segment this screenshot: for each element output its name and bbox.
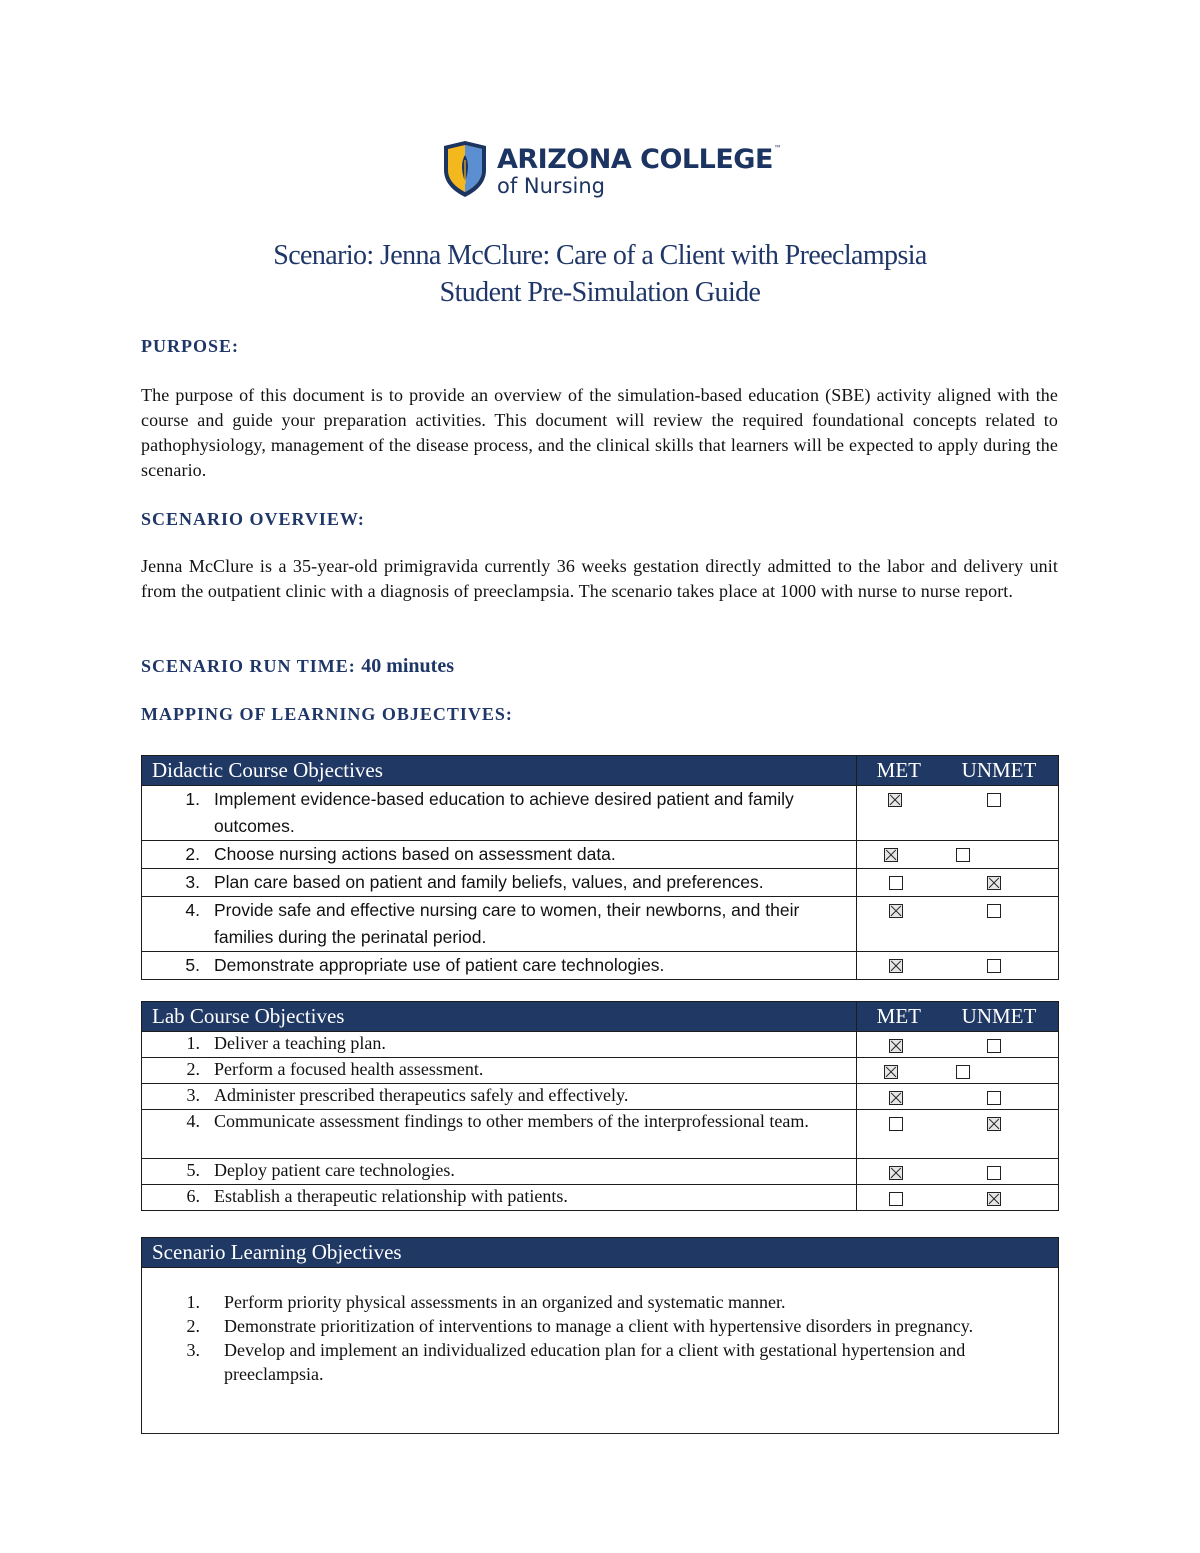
status-cell bbox=[856, 1159, 1058, 1185]
objective-row bbox=[142, 786, 1059, 841]
overview-heading: SCENARIO OVERVIEW: bbox=[141, 509, 365, 529]
lab-status-header bbox=[856, 1002, 1058, 1032]
scenario-objective-item bbox=[142, 1338, 1058, 1386]
logo-wordmark-line1: ARIZONA COLLEGE™ bbox=[497, 144, 782, 175]
status-cell bbox=[856, 952, 1058, 980]
objective-text: Deploy patient care technologies. bbox=[214, 1160, 455, 1180]
objective-text: Communicate assessment findings to other members of the interprofessional team. bbox=[214, 1111, 809, 1131]
objective-number: 5. bbox=[185, 955, 200, 975]
met-checked-checkbox[interactable] bbox=[889, 1166, 903, 1180]
objective-number: 4. bbox=[186, 1111, 200, 1131]
objective-text: Perform a focused health assessment. bbox=[214, 1059, 484, 1079]
didactic-status-header bbox=[856, 756, 1058, 786]
run-time-heading bbox=[141, 655, 454, 678]
met-checked-checkbox[interactable] bbox=[889, 1091, 903, 1105]
objective-text: Establish a therapeutic relationship with patients. bbox=[214, 1186, 568, 1206]
objective-text: Implement evidence-based education to achieve desired patient and family outcomes. bbox=[214, 789, 794, 836]
scenario-objective-number: 1. bbox=[186, 1292, 200, 1312]
unmet-checkbox[interactable] bbox=[956, 848, 970, 862]
scenario-objective-text: Demonstrate prioritization of interventions to manage a client with hypertensive disorders in pregnancy. bbox=[224, 1316, 974, 1336]
objective-number: 4. bbox=[185, 900, 200, 920]
scenario-objective-number: 3. bbox=[186, 1340, 200, 1360]
met-checked-checkbox[interactable] bbox=[889, 904, 903, 918]
status-cell bbox=[856, 1058, 1058, 1084]
met-column-label: MET bbox=[876, 1004, 921, 1028]
objective-cell bbox=[142, 786, 857, 841]
didactic-header: Didactic Course Objectives bbox=[142, 756, 857, 786]
objective-row bbox=[142, 1159, 1059, 1185]
objective-number: 6. bbox=[186, 1186, 200, 1206]
scenario-objective-text: Develop and implement an individualized education plan for a client with gestational hypertension and preeclampsia. bbox=[224, 1340, 966, 1384]
scenario-objectives-list bbox=[142, 1290, 1058, 1386]
status-cell bbox=[856, 1032, 1058, 1058]
objective-cell bbox=[142, 1159, 857, 1185]
met-checked-checkbox[interactable] bbox=[884, 848, 898, 862]
met-checkbox[interactable] bbox=[889, 1192, 903, 1206]
objective-cell bbox=[142, 897, 857, 952]
unmet-checkbox[interactable] bbox=[987, 1166, 1001, 1180]
objective-cell bbox=[142, 1185, 857, 1211]
objective-row bbox=[142, 897, 1059, 952]
scenario-objectives-header: Scenario Learning Objectives bbox=[142, 1238, 1059, 1268]
objective-number: 2. bbox=[186, 1059, 200, 1079]
scenario-objective-text: Perform priority physical assessments in an organized and systematic manner. bbox=[224, 1292, 786, 1312]
objective-cell bbox=[142, 1032, 857, 1058]
objective-row bbox=[142, 1084, 1059, 1110]
objective-row bbox=[142, 1058, 1059, 1084]
objective-number: 2. bbox=[185, 844, 200, 864]
objective-row bbox=[142, 952, 1059, 980]
status-cell bbox=[856, 1185, 1058, 1211]
met-column-label: MET bbox=[876, 758, 921, 782]
objective-cell bbox=[142, 1084, 857, 1110]
objective-text: Choose nursing actions based on assessment data. bbox=[214, 844, 616, 864]
status-cell bbox=[856, 897, 1058, 952]
objective-number: 3. bbox=[185, 872, 200, 892]
scenario-objectives-cell bbox=[142, 1268, 1059, 1434]
unmet-checkbox[interactable] bbox=[987, 959, 1001, 973]
objective-number: 1. bbox=[186, 1033, 200, 1053]
didactic-objectives-table bbox=[141, 755, 1059, 980]
status-cell bbox=[856, 841, 1058, 869]
purpose-heading: PURPOSE: bbox=[141, 336, 239, 356]
shield-logo-icon bbox=[442, 140, 488, 198]
document-subtitle: Student Pre-Simulation Guide bbox=[439, 277, 761, 308]
objective-cell bbox=[142, 1110, 857, 1159]
logo-wordmark-line2: of Nursing bbox=[497, 174, 605, 198]
objective-cell bbox=[142, 869, 857, 897]
objective-row bbox=[142, 1110, 1059, 1159]
college-logo bbox=[442, 140, 782, 202]
met-checkbox[interactable] bbox=[889, 1117, 903, 1131]
objective-cell bbox=[142, 952, 857, 980]
objective-text: Administer prescribed therapeutics safely and effectively. bbox=[214, 1085, 629, 1105]
objective-number: 5. bbox=[186, 1160, 200, 1180]
objective-text: Provide safe and effective nursing care to women, their newborns, and their families during the perinatal period. bbox=[214, 900, 800, 947]
met-checked-checkbox[interactable] bbox=[888, 793, 902, 807]
objective-text: Demonstrate appropriate use of patient care technologies. bbox=[214, 955, 665, 975]
met-checkbox[interactable] bbox=[889, 876, 903, 890]
mapping-heading: MAPPING OF LEARNING OBJECTIVES: bbox=[141, 704, 513, 724]
status-cell bbox=[856, 786, 1058, 841]
overview-text: Jenna McClure is a 35-year-old primigravida currently 36 weeks gestation directly admitted to the labor and delivery unit from the outpatient clinic with a diagnosis of preeclampsia. The scenario takes place at 1000 with nurse to nurse report. bbox=[141, 556, 1058, 601]
met-checked-checkbox[interactable] bbox=[884, 1065, 898, 1079]
objective-number: 1. bbox=[185, 789, 200, 809]
unmet-checkbox[interactable] bbox=[987, 904, 1001, 918]
objective-row bbox=[142, 1032, 1059, 1058]
lab-objectives-table bbox=[141, 1001, 1059, 1211]
lab-header: Lab Course Objectives bbox=[142, 1002, 857, 1032]
objective-row bbox=[142, 1185, 1059, 1211]
objective-row bbox=[142, 841, 1059, 869]
objective-number: 3. bbox=[186, 1085, 200, 1105]
status-cell bbox=[856, 1110, 1058, 1159]
unmet-checked-checkbox[interactable] bbox=[987, 1192, 1001, 1206]
purpose-text: The purpose of this document is to provide an overview of the simulation-based education (SBE) activity aligned with the course and guide your preparation activities. This document will review the required foundational concepts related to pathophysiology, management of the disease process, and the clinical skills that learners will be expected to apply during the scenario. bbox=[141, 385, 1058, 480]
unmet-checkbox[interactable] bbox=[987, 793, 1001, 807]
unmet-column-label: UNMET bbox=[961, 1004, 1037, 1028]
status-cell bbox=[856, 869, 1058, 897]
scenario-objectives-table bbox=[141, 1237, 1059, 1434]
scenario-objective-number: 2. bbox=[186, 1316, 200, 1336]
met-checked-checkbox[interactable] bbox=[889, 959, 903, 973]
unmet-checkbox[interactable] bbox=[956, 1065, 970, 1079]
run-time-label: SCENARIO RUN TIME: bbox=[141, 656, 356, 676]
objective-text: Plan care based on patient and family beliefs, values, and preferences. bbox=[214, 872, 764, 892]
unmet-checked-checkbox[interactable] bbox=[987, 876, 1001, 890]
run-time-value: 40 minutes bbox=[361, 655, 454, 677]
objective-text: Deliver a teaching plan. bbox=[214, 1033, 386, 1053]
unmet-checkbox[interactable] bbox=[987, 1091, 1001, 1105]
unmet-checkbox[interactable] bbox=[987, 1039, 1001, 1053]
unmet-checked-checkbox[interactable] bbox=[987, 1117, 1001, 1131]
document-title: Scenario: Jenna McClure: Care of a Client with Preeclampsia bbox=[273, 240, 927, 271]
status-cell bbox=[856, 1084, 1058, 1110]
scenario-objective-item bbox=[142, 1290, 1058, 1314]
scenario-objective-item bbox=[142, 1314, 1058, 1338]
objective-row bbox=[142, 869, 1059, 897]
objective-cell bbox=[142, 841, 857, 869]
unmet-column-label: UNMET bbox=[961, 758, 1037, 782]
objective-cell bbox=[142, 1058, 857, 1084]
met-checked-checkbox[interactable] bbox=[889, 1039, 903, 1053]
